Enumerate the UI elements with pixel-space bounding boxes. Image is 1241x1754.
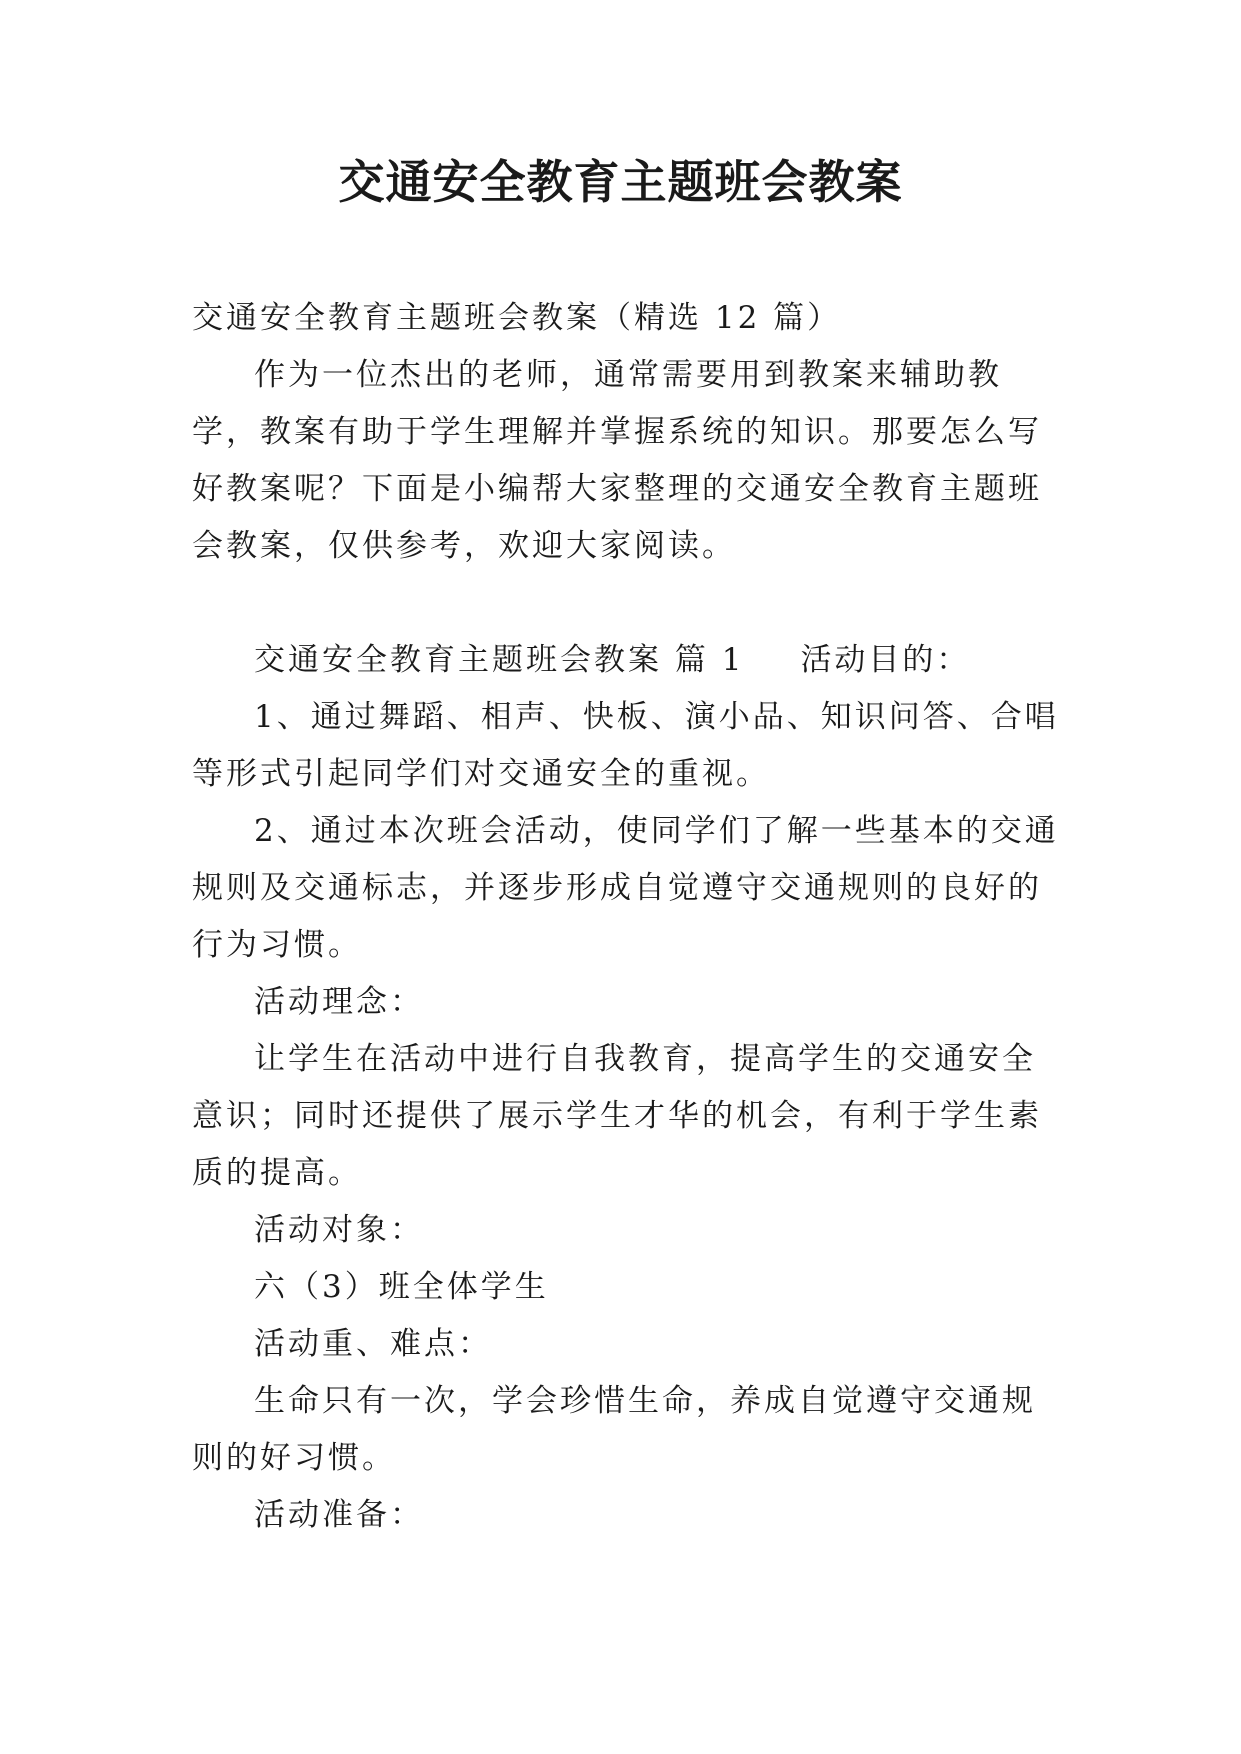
section-heading: [192, 632, 1064, 689]
goal-label: 活动目的：: [800, 642, 971, 678]
section-title: 交通安全教育主题班会教案 篇 1: [254, 642, 745, 678]
key-points-text: 生命只有一次，学会珍惜生命，养成自觉遵守交通规则的好习惯。: [192, 1383, 1036, 1476]
paragraph-gap: [192, 575, 1064, 632]
concept-text: 让学生在活动中进行自我教育，提高学生的交通安全意识；同时还提供了展示学生才华的机会，有利于学生素质的提高。: [192, 1041, 1042, 1191]
goal-item-1: 1、通过舞蹈、相声、快板、演小品、知识问答、合唱等形式引起同学们对交通安全的重视。: [192, 699, 1059, 792]
concept-label: 活动理念：: [254, 984, 424, 1020]
key-points-label: 活动重、难点：: [254, 1326, 492, 1362]
intro-paragraph: 作为一位杰出的老师，通常需要用到教案来辅助教学，教案有助于学生理解并掌握系统的知识。那要怎么写好教案呢？下面是小编帮大家整理的交通安全教育主题班会教案，仅供参考，欢迎大家阅读。: [192, 357, 1042, 564]
document-subtitle: 交通安全教育主题班会教案（精选 12 篇）: [192, 300, 842, 336]
goal-item-2: 2、通过本次班会活动，使同学们了解一些基本的交通规则及交通标志，并逐步形成自觉遵守交通规则的良好的行为习惯。: [192, 813, 1059, 963]
preparation-label: 活动准备：: [254, 1497, 424, 1533]
target-text: 六（3）班全体学生: [254, 1269, 549, 1305]
document-title: 交通安全教育主题班会教案: [338, 155, 903, 209]
target-label: 活动对象：: [254, 1212, 424, 1248]
document-body: [192, 290, 1064, 1544]
